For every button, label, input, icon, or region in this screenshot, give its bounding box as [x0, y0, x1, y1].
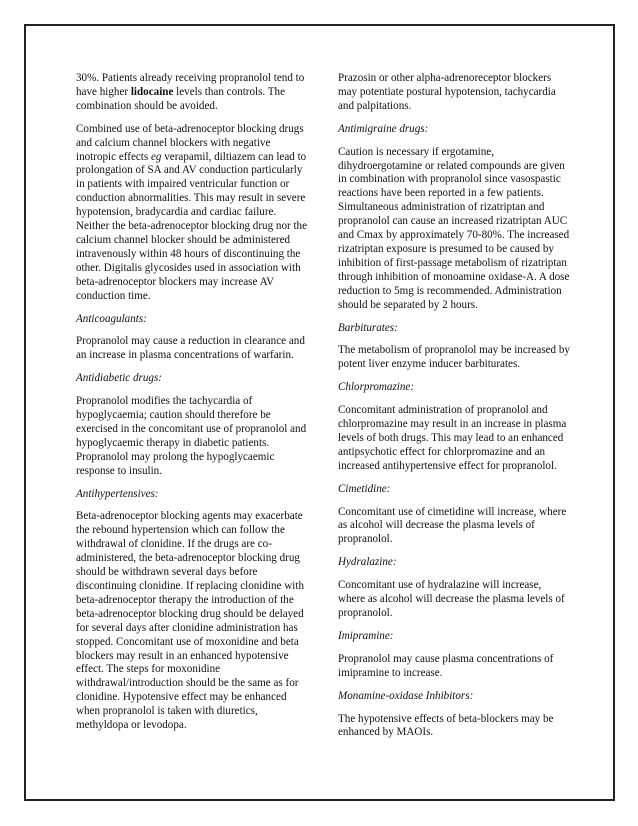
- paragraph-prazosin: Prazosin or other alpha-adrenoreceptor blockers may potentiate postural hypotension, tachycardia and palpitations.: [338, 72, 556, 112]
- paragraph-antihypertensives: Beta-adrenoceptor blocking agents may exacerbate the rebound hypertension which can follow the withdrawal of clonidine. If the drugs are co-administered, the beta-adrenoceptor blocking drug should be withdrawn several days before discontinuing clonidine. If replacing clonidine with beta-adrenoceptor therapy the introduction of the beta-adrenoceptor blocking drug should be delayed for several days after clonidine administration has stopped. Concomitant use of moxonidine and beta blockers may result in an enhanced hypotensive effect. The steps for moxonidine withdrawal/introduction should be the same as for clonidine. Hypotensive effect may be enhanced when propranolol is taken with diuretics, methyldopa or levodopa.: [76, 510, 304, 732]
- paragraph-lidocaine: [76, 72, 308, 114]
- paragraph-antidiabetic: Propranolol modifies the tachycardia of hypoglycaemia; caution should therefore be exercised in the concomitant use of propranolol and hypoglycaemic therapy in diabetic patients. Propranolol may prolong the hypoglycaemic response to insulin.: [76, 395, 307, 477]
- paragraph-imipramine: Propranolol may cause plasma concentrations of imipramine to increase.: [338, 652, 554, 679]
- italic-eg: eg: [150, 150, 162, 163]
- heading-antimigraine: Antimigraine drugs:: [338, 122, 429, 135]
- right-column: [338, 72, 570, 749]
- text-span: 30%. Patients already receiving propranolol tend to have higher: [76, 72, 305, 98]
- text-span: verapamil, diltiazem can lead to prolongation of SA and AV conduction particularly in patients with impaired ventricular function or conduction abnormalities. This may result in severe hypotension, bradycardia and cardiac failure. Neither the beta-adrenoceptor blocking drug nor the calcium channel blocker should be administered intravenously within 48 hours of discontinuing the other. Digitalis glycosides used in association with beta-adrenoceptor blockers may increase AV conduction time.: [76, 150, 308, 302]
- text-span: levels than controls. The combination should be avoided.: [76, 85, 286, 112]
- paragraph-barbiturates: The metabolism of propranolol may be increased by potent liver enzyme inducer barbiturates.: [338, 344, 570, 371]
- bold-term-lidocaine: lidocaine: [130, 85, 174, 98]
- paragraph-antimigraine: Caution is necessary if ergotamine, dihydroergotamine or related compounds are given in combination with propranolol since vasospastic reactions have been reported in a few patients. Simultaneous administration of rizatriptan and propranolol can cause an increased rizatriptan AUC and Cmax by approximately 70-80%. The increased rizatriptan exposure is presumed to be caused by inhibition of first-passage metabolism of rizatriptan through inhibition of monoamine oxidase-A. A dose reduction to 5mg is recommended. Administration should be separated by 2 hours.: [338, 145, 570, 311]
- heading-antihypertensives: Antihypertensives:: [76, 487, 159, 500]
- heading-cimetidine: Cimetidine:: [338, 482, 391, 495]
- heading-maoi: Monamine-oxidase Inhibitors:: [338, 689, 474, 702]
- heading-hydralazine: Hydralazine:: [338, 556, 397, 569]
- heading-chlorpromazine: Chlorpromazine:: [338, 381, 415, 394]
- left-column: [76, 72, 308, 742]
- heading-anticoagulants: Anticoagulants:: [76, 312, 147, 325]
- paragraph-cimetidine: Concomitant use of cimetidine will increase, where as alcohol will decrease the plasma levels of propranolol.: [338, 505, 567, 546]
- paragraph-chlorpromazine: Concomitant administration of propranolol and chlorpromazine may result in an increase in plasma levels of both drugs. This may lead to an enhanced antipsychotic effect for chlorpromazine and an increased antihypertensive effect for propranolol.: [338, 404, 567, 472]
- heading-barbiturates: Barbiturates:: [338, 321, 398, 334]
- text-span: Combined use of beta-adrenoceptor blocking drugs and calcium channel blockers with negative inotropic effects: [76, 122, 304, 163]
- heading-antidiabetic: Antidiabetic drugs:: [76, 372, 162, 385]
- paragraph-anticoagulants: Propranolol may cause a reduction in clearance and an increase in plasma concentrations of warfarin.: [76, 335, 305, 362]
- paragraph-maoi: The hypotensive effects of beta-blockers may be enhanced by MAOIs.: [338, 712, 554, 739]
- heading-imipramine: Imipramine:: [338, 629, 394, 642]
- paragraph-calcium-channel-blockers: [76, 123, 308, 304]
- paragraph-hydralazine: Concomitant use of hydralazine will increase, where as alcohol will decrease the plasma levels of propranolol.: [338, 579, 565, 619]
